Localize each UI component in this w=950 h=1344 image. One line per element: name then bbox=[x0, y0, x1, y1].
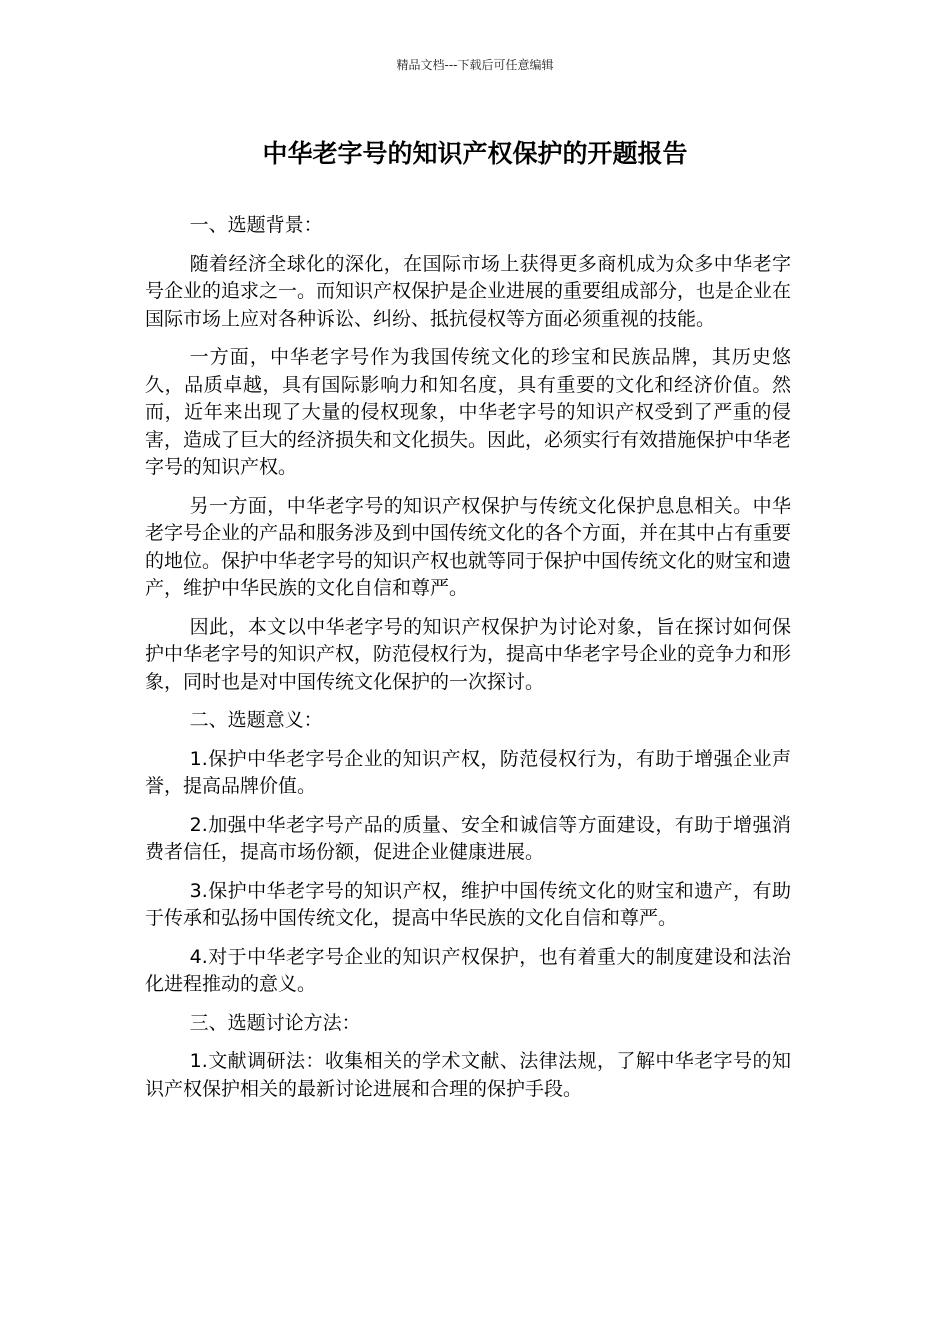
paragraph: 因此，本文以中华老字号的知识产权保护为讨论对象，旨在探讨如何保护中华老字号的知识产权，防范侵权行为，提高中华老字号企业的竞争力和形象，同时也是对中国传统文化保护的一次探讨。 bbox=[145, 615, 792, 693]
list-item: 1.保护中华老字号企业的知识产权，防范侵权行为，有助于增强企业声誉，提高品牌价值。 bbox=[145, 747, 791, 797]
list-item: 1.文献调研法：收集相关的学术文献、法律法规，了解中华老字号的知识产权保护相关的最新讨论进展和合理的保护手段。 bbox=[145, 1050, 791, 1100]
section-heading-methods: 三、选题讨论方法： bbox=[189, 1011, 361, 1034]
section-heading-background: 一、选题背景： bbox=[189, 214, 323, 236]
list-item: 4.对于中华老字号企业的知识产权保护，也有着重大的制度建设和法治化进程推动的意义。 bbox=[145, 945, 791, 995]
section-heading-significance: 二、选题意义： bbox=[189, 709, 323, 731]
paragraph: 另一方面，中华老字号的知识产权保护与传统文化保护息息相关。中华老字号企业的产品和服务涉及到中国传统文化的各个方面，并在其中占有重要的地位。保护中华老字号的知识产权也就等同于保护中国传统文化的财宝和遗产，维护中华民族的文化自信和尊严。 bbox=[145, 494, 792, 599]
list-item: 2.加强中华老字号产品的质量、安全和诚信等方面建设，有助于增强消费者信任，提高市场份额，促进企业健康进展。 bbox=[145, 813, 791, 863]
document-title: 中华老字号的知识产权保护的开题报告 bbox=[262, 139, 688, 168]
paragraph: 一方面，中华老字号作为我国传统文化的珍宝和民族品牌，其历史悠久，品质卓越，具有国际影响力和知名度，具有重要的文化和经济价值。然而，近年来出现了大量的侵权现象，中华老字号的知识产权受到了严重的侵害，造成了巨大的经济损失和文化损失。因此，必须实行有效措施保护中华老字号的知识产权。 bbox=[145, 346, 792, 478]
list-item: 3.保护中华老字号的知识产权，维护中国传统文化的财宝和遗产，有助于传承和弘扬中国传统文化，提高中华民族的文化自信和尊严。 bbox=[145, 879, 791, 929]
document-body bbox=[145, 212, 791, 1114]
paragraph: 随着经济全球化的深化，在国际市场上获得更多商机成为众多中华老字号企业的追求之一。而知识产权保护是企业进展的重要组成部分，也是企业在国际市场上应对各种诉讼、纠纷、抵抗侵权等方面必须重视的技能。 bbox=[145, 252, 792, 330]
header-note: 精品文档---下载后可任意编辑 bbox=[396, 58, 554, 72]
